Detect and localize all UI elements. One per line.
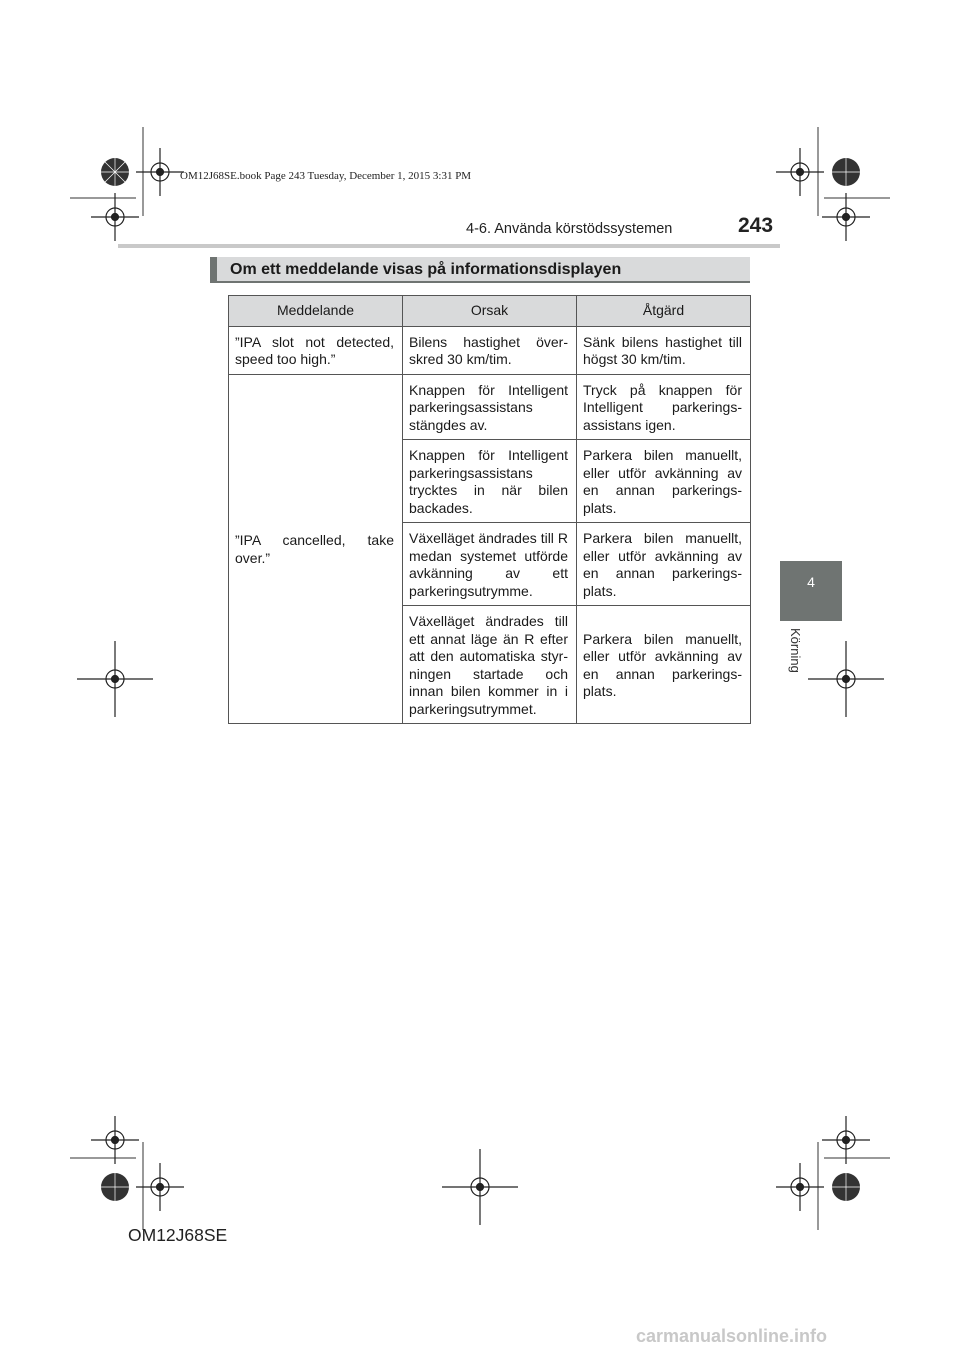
page-number: 243 [738, 214, 774, 237]
watermark: carmanualsonline.info [636, 1326, 828, 1346]
action-cell: Parkera bilen manuellt, eller utför avkänning av en annan parkerings-plats. [577, 440, 751, 523]
cause-cell: Växelläget ändrades till R medan systemet utförde avkänning av ett parkeringsutrymme. [403, 523, 577, 606]
message-table [228, 295, 751, 724]
chapter-tab-number: 4 [807, 574, 815, 590]
action-cell: Sänk bilens hastighet till högst 30 km/tim. [577, 326, 751, 374]
table-header-row [229, 296, 751, 327]
table-row [229, 374, 751, 440]
manual-code: OM12J68SE [128, 1225, 228, 1245]
chapter-tab [780, 561, 842, 621]
header-rule [118, 244, 780, 248]
chapter-tab-label: Körning [788, 628, 803, 673]
header-action: Åtgärd [577, 296, 751, 327]
header-message: Meddelande [229, 296, 403, 327]
header-cause: Orsak [403, 296, 577, 327]
cause-cell: Knappen för Intelligent parkeringsassistans stängdes av. [403, 374, 577, 440]
section-title: Om ett meddelande visas på informationsdisplayen [210, 257, 750, 283]
action-cell: Parkera bilen manuellt, eller utför avkänning av en annan parkerings-plats. [577, 606, 751, 724]
cause-cell: Växelläget ändrades till ett annat läge än R efter att den automatiska styr-ningen startade och innan bilen kommer in i parkeringsutrymmet. [403, 606, 577, 724]
running-head: 4-6. Använda körstödssystemen [466, 221, 673, 237]
cause-cell: Bilens hastighet över-skred 30 km/tim. [403, 326, 577, 374]
action-cell: Tryck på knappen för Intelligent parkerings-assistans igen. [577, 374, 751, 440]
cause-cell: Knappen för Intelligent parkeringsassistans trycktes in när bilen backades. [403, 440, 577, 523]
action-cell: Parkera bilen manuellt, eller utför avkänning av en annan parkerings-plats. [577, 523, 751, 606]
table-row [229, 326, 751, 374]
book-info-line: OM12J68SE.book Page 243 Tuesday, December 1, 2015 3:31 PM [180, 170, 472, 182]
message-cell: ”IPA cancelled, take over.” [229, 374, 403, 724]
message-cell: ”IPA slot not detected, speed too high.” [229, 326, 403, 374]
